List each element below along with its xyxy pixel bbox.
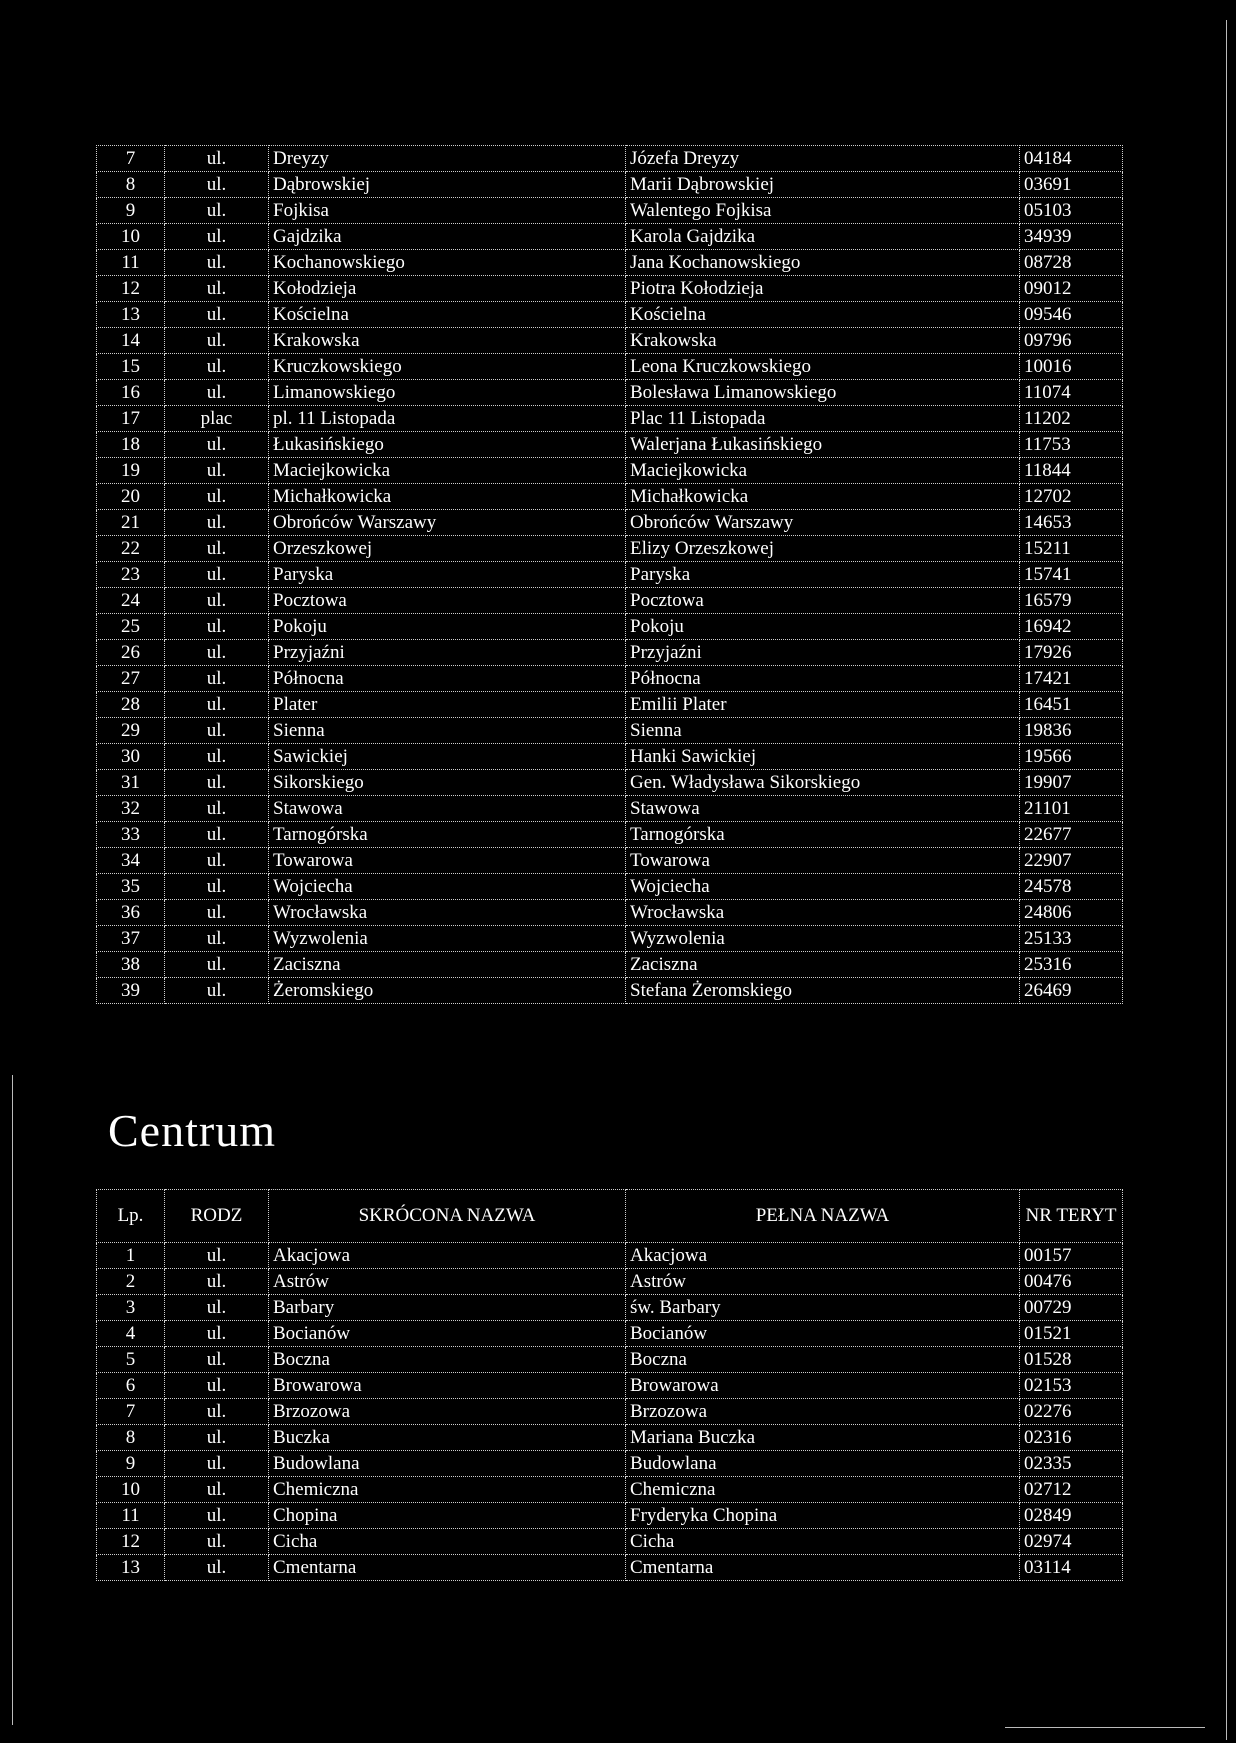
lp-cell: 9 [97, 1451, 165, 1477]
nr-teryt-cell: 02712 [1020, 1477, 1123, 1503]
lp-cell: 23 [97, 562, 165, 588]
table-row [97, 510, 1123, 536]
nr-teryt-cell: 21101 [1020, 796, 1123, 822]
short-name-cell: Bocianów [269, 1321, 626, 1347]
full-name-cell: Michałkowicka [626, 484, 1020, 510]
short-name-cell: Plater [269, 692, 626, 718]
table-row [97, 562, 1123, 588]
full-name-cell: Walerjana Łukasińskiego [626, 432, 1020, 458]
nr-teryt-cell: 15211 [1020, 536, 1123, 562]
rodz-cell: ul. [165, 562, 269, 588]
lp-cell: 16 [97, 380, 165, 406]
short-name-cell: Tarnogórska [269, 822, 626, 848]
short-name-cell: Wyzwolenia [269, 926, 626, 952]
table-row [97, 172, 1123, 198]
lp-cell: 1 [97, 1243, 165, 1269]
lp-cell: 11 [97, 1503, 165, 1529]
short-name-cell: Sikorskiego [269, 770, 626, 796]
short-name-cell: Budowlana [269, 1451, 626, 1477]
full-name-cell: Budowlana [626, 1451, 1020, 1477]
table-row [97, 796, 1123, 822]
full-name-cell: Towarowa [626, 848, 1020, 874]
header-nr-teryt: NR TERYT [1020, 1190, 1123, 1243]
section-title-centrum: Centrum [108, 1105, 276, 1156]
rodz-cell: ul. [165, 1425, 269, 1451]
short-name-cell: Chopina [269, 1503, 626, 1529]
nr-teryt-cell: 03691 [1020, 172, 1123, 198]
rodz-cell: ul. [165, 1321, 269, 1347]
table-row [97, 614, 1123, 640]
lp-cell: 31 [97, 770, 165, 796]
table-row [97, 484, 1123, 510]
rodz-cell: ul. [165, 1503, 269, 1529]
lp-cell: 5 [97, 1347, 165, 1373]
table-row [97, 432, 1123, 458]
nr-teryt-cell: 19907 [1020, 770, 1123, 796]
rodz-cell: ul. [165, 302, 269, 328]
nr-teryt-cell: 01521 [1020, 1321, 1123, 1347]
table-row [97, 926, 1123, 952]
table-row [97, 1347, 1123, 1373]
lp-cell: 8 [97, 172, 165, 198]
nr-teryt-cell: 09796 [1020, 328, 1123, 354]
table-row [97, 1321, 1123, 1347]
short-name-cell: Buczka [269, 1425, 626, 1451]
scan-edge-right [1226, 20, 1227, 1740]
rodz-cell: ul. [165, 250, 269, 276]
streets-table-continued [96, 145, 1123, 1004]
short-name-cell: Orzeszkowej [269, 536, 626, 562]
nr-teryt-cell: 04184 [1020, 146, 1123, 172]
rodz-cell: ul. [165, 640, 269, 666]
short-name-cell: Akacjowa [269, 1243, 626, 1269]
table-row [97, 692, 1123, 718]
table-row [97, 198, 1123, 224]
rodz-cell: ul. [165, 692, 269, 718]
table-row [97, 588, 1123, 614]
nr-teryt-cell: 00157 [1020, 1243, 1123, 1269]
nr-teryt-cell: 02335 [1020, 1451, 1123, 1477]
lp-cell: 27 [97, 666, 165, 692]
table-row [97, 770, 1123, 796]
rodz-cell: ul. [165, 1451, 269, 1477]
full-name-cell: Hanki Sawickiej [626, 744, 1020, 770]
lp-cell: 13 [97, 302, 165, 328]
full-name-cell: Bolesława Limanowskiego [626, 380, 1020, 406]
lp-cell: 10 [97, 224, 165, 250]
rodz-cell: ul. [165, 1529, 269, 1555]
table-row [97, 666, 1123, 692]
rodz-cell: ul. [165, 1555, 269, 1581]
full-name-cell: Krakowska [626, 328, 1020, 354]
rodz-cell: ul. [165, 900, 269, 926]
full-name-cell: Sienna [626, 718, 1020, 744]
nr-teryt-cell: 16942 [1020, 614, 1123, 640]
table-row [97, 640, 1123, 666]
nr-teryt-cell: 16451 [1020, 692, 1123, 718]
short-name-cell: Przyjaźni [269, 640, 626, 666]
rodz-cell: ul. [165, 978, 269, 1004]
rodz-cell: ul. [165, 510, 269, 536]
nr-teryt-cell: 00476 [1020, 1269, 1123, 1295]
nr-teryt-cell: 02849 [1020, 1503, 1123, 1529]
short-name-cell: Brzozowa [269, 1399, 626, 1425]
centrum-streets-table [96, 1189, 1123, 1581]
rodz-cell: ul. [165, 952, 269, 978]
rodz-cell: ul. [165, 172, 269, 198]
nr-teryt-cell: 22907 [1020, 848, 1123, 874]
short-name-cell: Boczna [269, 1347, 626, 1373]
full-name-cell: Elizy Orzeszkowej [626, 536, 1020, 562]
table-row [97, 380, 1123, 406]
rodz-cell: ul. [165, 796, 269, 822]
short-name-cell: Zaciszna [269, 952, 626, 978]
full-name-cell: Wyzwolenia [626, 926, 1020, 952]
rodz-cell: ul. [165, 1269, 269, 1295]
nr-teryt-cell: 19836 [1020, 718, 1123, 744]
short-name-cell: Cicha [269, 1529, 626, 1555]
table-row [97, 302, 1123, 328]
full-name-cell: Boczna [626, 1347, 1020, 1373]
rodz-cell: ul. [165, 458, 269, 484]
short-name-cell: Chemiczna [269, 1477, 626, 1503]
lp-cell: 25 [97, 614, 165, 640]
full-name-cell: Browarowa [626, 1373, 1020, 1399]
nr-teryt-cell: 10016 [1020, 354, 1123, 380]
table-header-row [97, 1190, 1123, 1243]
nr-teryt-cell: 11202 [1020, 406, 1123, 432]
streets-table-body [97, 146, 1123, 1004]
header-full-name: PEŁNA NAZWA [626, 1190, 1020, 1243]
full-name-cell: Stawowa [626, 796, 1020, 822]
nr-teryt-cell: 24578 [1020, 874, 1123, 900]
lp-cell: 28 [97, 692, 165, 718]
lp-cell: 12 [97, 276, 165, 302]
lp-cell: 7 [97, 1399, 165, 1425]
rodz-cell: ul. [165, 874, 269, 900]
lp-cell: 3 [97, 1295, 165, 1321]
short-name-cell: Dreyzy [269, 146, 626, 172]
lp-cell: 39 [97, 978, 165, 1004]
rodz-cell: ul. [165, 614, 269, 640]
full-name-cell: Paryska [626, 562, 1020, 588]
rodz-cell: ul. [165, 718, 269, 744]
rodz-cell: ul. [165, 224, 269, 250]
full-name-cell: Pocztowa [626, 588, 1020, 614]
nr-teryt-cell: 22677 [1020, 822, 1123, 848]
header-short-name: SKRÓCONA NAZWA [269, 1190, 626, 1243]
lp-cell: 33 [97, 822, 165, 848]
nr-teryt-cell: 12702 [1020, 484, 1123, 510]
table-row [97, 1269, 1123, 1295]
short-name-cell: Pokoju [269, 614, 626, 640]
full-name-cell: Maciejkowicka [626, 458, 1020, 484]
rodz-cell: ul. [165, 1295, 269, 1321]
short-name-cell: Kościelna [269, 302, 626, 328]
lp-cell: 15 [97, 354, 165, 380]
nr-teryt-cell: 11074 [1020, 380, 1123, 406]
table-row [97, 1243, 1123, 1269]
lp-cell: 7 [97, 146, 165, 172]
short-name-cell: Kochanowskiego [269, 250, 626, 276]
full-name-cell: Emilii Plater [626, 692, 1020, 718]
full-name-cell: Zaciszna [626, 952, 1020, 978]
table-row [97, 822, 1123, 848]
lp-cell: 14 [97, 328, 165, 354]
rodz-cell: ul. [165, 198, 269, 224]
header-rodz: RODZ [165, 1190, 269, 1243]
table-row [97, 224, 1123, 250]
nr-teryt-cell: 01528 [1020, 1347, 1123, 1373]
table-row [97, 1295, 1123, 1321]
lp-cell: 18 [97, 432, 165, 458]
short-name-cell: Wrocławska [269, 900, 626, 926]
short-name-cell: Stawowa [269, 796, 626, 822]
header-lp: Lp. [97, 1190, 165, 1243]
table-row [97, 874, 1123, 900]
lp-cell: 30 [97, 744, 165, 770]
rodz-cell: ul. [165, 848, 269, 874]
short-name-cell: Sawickiej [269, 744, 626, 770]
table-row [97, 978, 1123, 1004]
rodz-cell: ul. [165, 146, 269, 172]
lp-cell: 29 [97, 718, 165, 744]
table-row [97, 1555, 1123, 1581]
nr-teryt-cell: 26469 [1020, 978, 1123, 1004]
rodz-cell: ul. [165, 328, 269, 354]
table-row [97, 848, 1123, 874]
table-row [97, 952, 1123, 978]
nr-teryt-cell: 05103 [1020, 198, 1123, 224]
lp-cell: 9 [97, 198, 165, 224]
nr-teryt-cell: 34939 [1020, 224, 1123, 250]
table-row [97, 406, 1123, 432]
full-name-cell: Północna [626, 666, 1020, 692]
nr-teryt-cell: 14653 [1020, 510, 1123, 536]
full-name-cell: Cicha [626, 1529, 1020, 1555]
table-row [97, 354, 1123, 380]
table-row [97, 1451, 1123, 1477]
rodz-cell: ul. [165, 1243, 269, 1269]
table-row [97, 1477, 1123, 1503]
scan-edge-left [12, 1075, 13, 1725]
short-name-cell: Łukasińskiego [269, 432, 626, 458]
lp-cell: 35 [97, 874, 165, 900]
rodz-cell: ul. [165, 1347, 269, 1373]
full-name-cell: Walentego Fojkisa [626, 198, 1020, 224]
lp-cell: 24 [97, 588, 165, 614]
rodz-cell: ul. [165, 354, 269, 380]
table-row [97, 718, 1123, 744]
short-name-cell: Wojciecha [269, 874, 626, 900]
rodz-cell: ul. [165, 1373, 269, 1399]
short-name-cell: Barbary [269, 1295, 626, 1321]
rodz-cell: ul. [165, 926, 269, 952]
full-name-cell: Mariana Buczka [626, 1425, 1020, 1451]
nr-teryt-cell: 09546 [1020, 302, 1123, 328]
full-name-cell: Wrocławska [626, 900, 1020, 926]
full-name-cell: Stefana Żeromskiego [626, 978, 1020, 1004]
scan-edge-bottom [1005, 1727, 1205, 1728]
lp-cell: 36 [97, 900, 165, 926]
lp-cell: 11 [97, 250, 165, 276]
short-name-cell: Obrońców Warszawy [269, 510, 626, 536]
lp-cell: 17 [97, 406, 165, 432]
full-name-cell: Bocianów [626, 1321, 1020, 1347]
rodz-cell: ul. [165, 588, 269, 614]
nr-teryt-cell: 08728 [1020, 250, 1123, 276]
short-name-cell: Astrów [269, 1269, 626, 1295]
rodz-cell: ul. [165, 484, 269, 510]
full-name-cell: Astrów [626, 1269, 1020, 1295]
nr-teryt-cell: 02974 [1020, 1529, 1123, 1555]
nr-teryt-cell: 02153 [1020, 1373, 1123, 1399]
lp-cell: 34 [97, 848, 165, 874]
nr-teryt-cell: 19566 [1020, 744, 1123, 770]
short-name-cell: Maciejkowicka [269, 458, 626, 484]
lp-cell: 10 [97, 1477, 165, 1503]
rodz-cell: ul. [165, 666, 269, 692]
full-name-cell: Fryderyka Chopina [626, 1503, 1020, 1529]
nr-teryt-cell: 16579 [1020, 588, 1123, 614]
short-name-cell: Michałkowicka [269, 484, 626, 510]
short-name-cell: Sienna [269, 718, 626, 744]
lp-cell: 38 [97, 952, 165, 978]
full-name-cell: Obrońców Warszawy [626, 510, 1020, 536]
rodz-cell: ul. [165, 536, 269, 562]
full-name-cell: Akacjowa [626, 1243, 1020, 1269]
short-name-cell: Dąbrowskiej [269, 172, 626, 198]
short-name-cell: Kołodzieja [269, 276, 626, 302]
nr-teryt-cell: 02276 [1020, 1399, 1123, 1425]
short-name-cell: Cmentarna [269, 1555, 626, 1581]
short-name-cell: Fojkisa [269, 198, 626, 224]
table-row [97, 458, 1123, 484]
short-name-cell: pl. 11 Listopada [269, 406, 626, 432]
full-name-cell: Leona Kruczkowskiego [626, 354, 1020, 380]
lp-cell: 19 [97, 458, 165, 484]
table-row [97, 900, 1123, 926]
lp-cell: 2 [97, 1269, 165, 1295]
full-name-cell: Józefa Dreyzy [626, 146, 1020, 172]
table-row [97, 328, 1123, 354]
rodz-cell: ul. [165, 822, 269, 848]
nr-teryt-cell: 09012 [1020, 276, 1123, 302]
lp-cell: 32 [97, 796, 165, 822]
lp-cell: 8 [97, 1425, 165, 1451]
table-row [97, 1503, 1123, 1529]
full-name-cell: Brzozowa [626, 1399, 1020, 1425]
full-name-cell: Wojciecha [626, 874, 1020, 900]
centrum-table-body [97, 1243, 1123, 1581]
full-name-cell: Kościelna [626, 302, 1020, 328]
short-name-cell: Kruczkowskiego [269, 354, 626, 380]
short-name-cell: Północna [269, 666, 626, 692]
rodz-cell: ul. [165, 432, 269, 458]
lp-cell: 20 [97, 484, 165, 510]
table-row [97, 146, 1123, 172]
lp-cell: 21 [97, 510, 165, 536]
nr-teryt-cell: 17926 [1020, 640, 1123, 666]
full-name-cell: Jana Kochanowskiego [626, 250, 1020, 276]
full-name-cell: Karola Gajdzika [626, 224, 1020, 250]
rodz-cell: ul. [165, 1477, 269, 1503]
table-row [97, 744, 1123, 770]
lp-cell: 6 [97, 1373, 165, 1399]
lp-cell: 13 [97, 1555, 165, 1581]
rodz-cell: ul. [165, 1399, 269, 1425]
lp-cell: 37 [97, 926, 165, 952]
full-name-cell: Gen. Władysława Sikorskiego [626, 770, 1020, 796]
nr-teryt-cell: 00729 [1020, 1295, 1123, 1321]
table-row [97, 536, 1123, 562]
full-name-cell: Pokoju [626, 614, 1020, 640]
table-row [97, 1425, 1123, 1451]
nr-teryt-cell: 11844 [1020, 458, 1123, 484]
nr-teryt-cell: 15741 [1020, 562, 1123, 588]
rodz-cell: plac [165, 406, 269, 432]
nr-teryt-cell: 25316 [1020, 952, 1123, 978]
full-name-cell: Plac 11 Listopada [626, 406, 1020, 432]
full-name-cell: św. Barbary [626, 1295, 1020, 1321]
table-row [97, 1373, 1123, 1399]
lp-cell: 26 [97, 640, 165, 666]
nr-teryt-cell: 24806 [1020, 900, 1123, 926]
full-name-cell: Tarnogórska [626, 822, 1020, 848]
rodz-cell: ul. [165, 770, 269, 796]
full-name-cell: Przyjaźni [626, 640, 1020, 666]
rodz-cell: ul. [165, 276, 269, 302]
nr-teryt-cell: 02316 [1020, 1425, 1123, 1451]
table-row [97, 1399, 1123, 1425]
nr-teryt-cell: 17421 [1020, 666, 1123, 692]
table-row [97, 1529, 1123, 1555]
short-name-cell: Limanowskiego [269, 380, 626, 406]
short-name-cell: Pocztowa [269, 588, 626, 614]
table-row [97, 276, 1123, 302]
short-name-cell: Towarowa [269, 848, 626, 874]
short-name-cell: Gajdzika [269, 224, 626, 250]
nr-teryt-cell: 11753 [1020, 432, 1123, 458]
full-name-cell: Chemiczna [626, 1477, 1020, 1503]
lp-cell: 12 [97, 1529, 165, 1555]
nr-teryt-cell: 25133 [1020, 926, 1123, 952]
full-name-cell: Cmentarna [626, 1555, 1020, 1581]
full-name-cell: Marii Dąbrowskiej [626, 172, 1020, 198]
lp-cell: 4 [97, 1321, 165, 1347]
lp-cell: 22 [97, 536, 165, 562]
full-name-cell: Piotra Kołodzieja [626, 276, 1020, 302]
rodz-cell: ul. [165, 744, 269, 770]
table-row [97, 250, 1123, 276]
short-name-cell: Krakowska [269, 328, 626, 354]
nr-teryt-cell: 03114 [1020, 1555, 1123, 1581]
short-name-cell: Browarowa [269, 1373, 626, 1399]
short-name-cell: Żeromskiego [269, 978, 626, 1004]
short-name-cell: Paryska [269, 562, 626, 588]
rodz-cell: ul. [165, 380, 269, 406]
